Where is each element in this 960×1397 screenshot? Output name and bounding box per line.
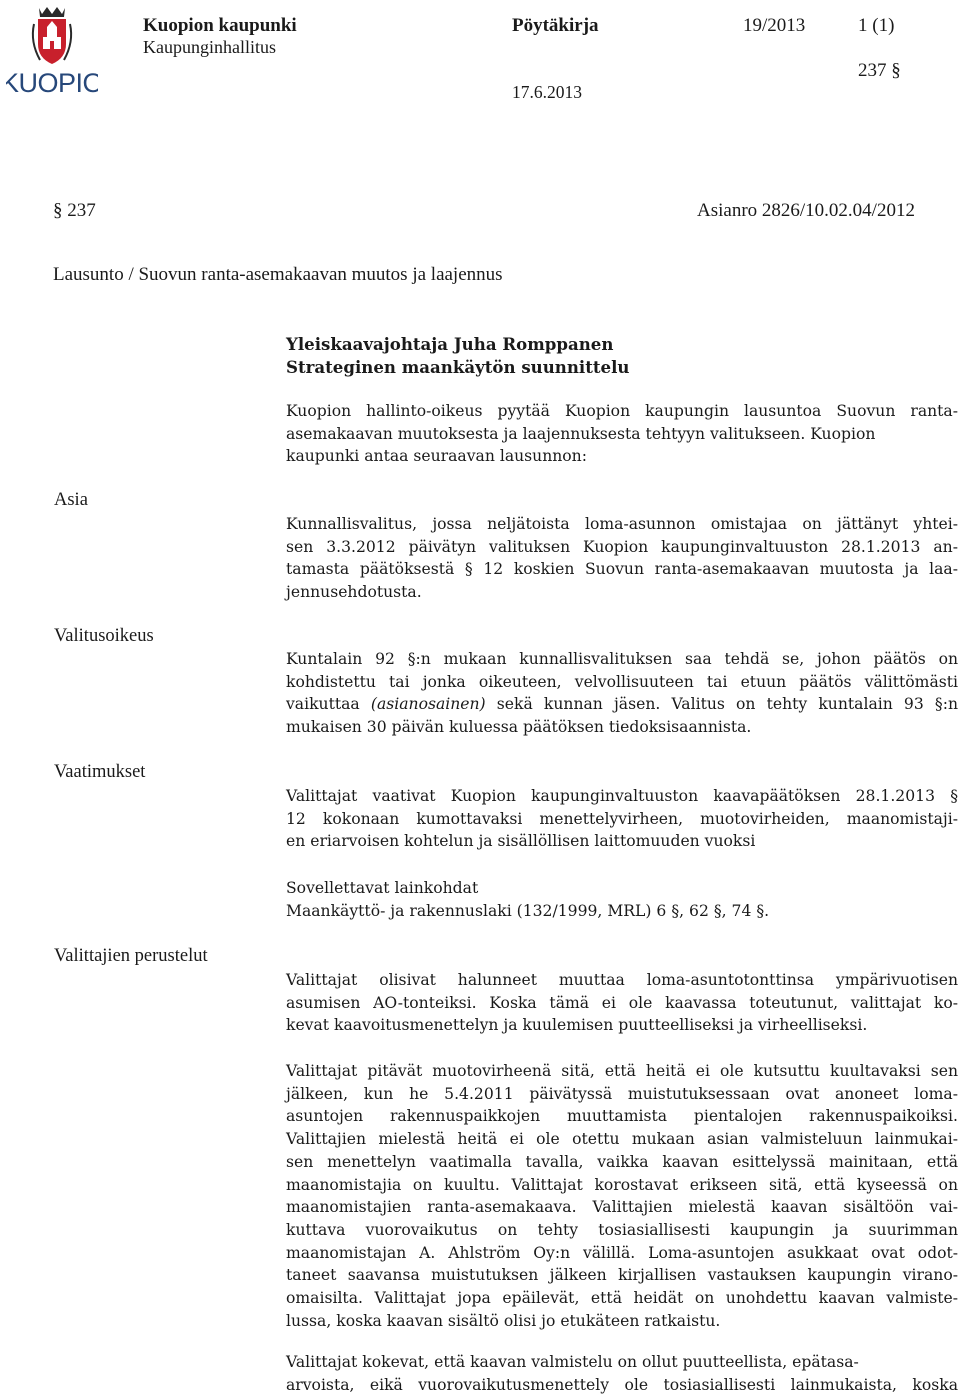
document-type: Pöytäkirja (512, 15, 599, 36)
perustelut-paragraph-1 (286, 969, 958, 1037)
text-line: omaisilta. Valittajat jopa epäilevät, että heidät on unohdettu kaavan valmiste- (286, 1289, 958, 1308)
label-valitusoikeus: Valitusoikeus (54, 626, 154, 646)
department: Kaupunginhallitus (143, 37, 276, 57)
text-line: mukaisen 30 päivän kuluessa päätöksen tiedoksisaannista. (286, 718, 752, 737)
text-line: kevat kaavoitusmenettelyn ja kuulemisen puutteelliseksi ja virheelliseksi. (286, 1016, 868, 1035)
org-name: Kuopion kaupunki (143, 15, 297, 36)
page-number: 1 (1) (858, 15, 895, 36)
label-asia: Asia (54, 490, 88, 510)
valitusoikeus-paragraph (286, 648, 958, 739)
text-line: Maankäyttö- ja rakennuslaki (132/1999, MRL) 6 §, 62 §, 74 §. (286, 901, 770, 920)
meeting-number: 19/2013 (743, 15, 806, 36)
text-line: jennusehdotusta. (286, 583, 422, 602)
text-line: maanomistajan A. Ahlström Oy:n välillä. Loma-asuntojen asukkaat ovat odot- (286, 1243, 958, 1262)
text-line: asemakaavan muutoksesta ja laajennuksesta tehtyyn valitukseen. Kuopion (286, 424, 876, 443)
asia-paragraph (286, 513, 958, 604)
text-line: Valittajat pitävät muotovirheenä sitä, että heitä ei ole kutsuttu kuultavaksi sen (286, 1062, 958, 1080)
text-line: vaikuttaa (asianosainen) sekä kunnan jäsen. Valitus on tehty kuntalain 93 §:n (286, 695, 958, 714)
logo-text: KUOPIO (6, 68, 98, 96)
text-line: kaupunki antaa seuraavan lausunnon: (286, 447, 587, 466)
text-line: 12 kokonaan kumottavaksi menettelyvirheen, muotovirheiden, maanomistaji- (286, 809, 958, 828)
recipient-unit: Strateginen maankäytön suunnittelu (286, 357, 630, 377)
text-line: Kuntalain 92 §:n mukaan kunnallisvalituksen saa tehdä se, johon päätös on (286, 650, 958, 668)
text-line: Valittajat kokevat, että kaavan valmistelu on ollut puutteellista, epätasa- (286, 1353, 859, 1371)
intro-paragraph (286, 400, 958, 468)
text-line: tamasta päätöksestä § 12 koskien Suovun ranta-asemakaavan muutosta ja laa- (286, 560, 958, 579)
text-line: Valittajien mielestä heitä ei ole otettu mukaan asian valmisteluun lainmukai- (286, 1130, 958, 1149)
text-line: maanomistajia on kuultu. Valittajat korostavat erikseen sitä, että kyseessä on (286, 1175, 958, 1194)
text-line: asuntojen rakennuspaikkojen muuttamista pientalojen rakennuspaikoiksi. (286, 1107, 958, 1126)
perustelut-paragraph-3 (286, 1351, 958, 1396)
text-line: lussa, koska kaavan sisältö olisi jo etukäteen ratkaistu. (286, 1311, 721, 1330)
kuopio-coat-of-arms-icon (6, 4, 98, 96)
text-line: asumisen AO-tonteiksi. Koska tämä ei ole kaavassa toteutunut, valittajat ko- (286, 993, 958, 1012)
text-line: sen 3.3.2012 päivätyn valituksen Kuopion kaupunginvaltuuston 28.1.2013 an- (286, 537, 958, 556)
perustelut-paragraph-2 (286, 1060, 958, 1332)
text-line: Kuopion hallinto-oikeus pyytää Kuopion kaupungin lausuntoa Suovun ranta- (286, 402, 958, 420)
section-title: Lausunto / Suovun ranta-asemakaavan muutos ja laajennus (53, 264, 503, 285)
label-valittajien-perustelut: Valittajien perustelut (54, 946, 208, 966)
kuopio-logo (6, 4, 98, 96)
text-line: kuttava vuorovaikutus on tehty tosiasiallisesti kaupungin ja suurimman (286, 1220, 958, 1239)
text-line: Kunnallisvalitus, jossa neljätoista loma-asunnon omistajaa on jättänyt yhtei- (286, 515, 958, 533)
section-reference: 237 § (858, 60, 901, 81)
text-line: sen menettelyn vaatimalla tavalla, vaikka kaavan esittelyssä mainitaan, että (286, 1152, 958, 1171)
lainkohdat-paragraph (286, 877, 958, 922)
vaatimukset-paragraph (286, 785, 958, 853)
italic-term: (asianosainen) (370, 695, 486, 714)
text-line: arvoista, eikä vuorovaikutusmenettely ole tosiasiallisesti lainmukaista, koska (286, 1375, 958, 1394)
meeting-date: 17.6.2013 (512, 82, 582, 102)
text-line: Valittajat vaativat Kuopion kaupunginvaltuuston kaavapäätöksen 28.1.2013 § (286, 787, 958, 805)
label-vaatimukset: Vaatimukset (54, 762, 146, 782)
recipient-name: Yleiskaavajohtaja Juha Romppanen (286, 334, 614, 354)
text-line: Valittajat olisivat halunneet muuttaa loma-asuntotonttinsa ympärivuotisen (286, 971, 958, 989)
text-line: taneet saavansa muistutuksen jälkeen kirjallisen vastauksen kaupungin virano- (286, 1266, 958, 1285)
text-line: en eriarvoisen kohtelun ja sisällöllisen laittomuuden vuoksi (286, 832, 756, 851)
text-line: Sovellettavat lainkohdat (286, 879, 479, 897)
case-number: Asianro 2826/10.02.04/2012 (697, 200, 915, 221)
text-line: jälkeen, kun he 5.4.2011 päivätyssä muistutuksessaan ovat anoneet loma- (286, 1084, 958, 1103)
section-number: § 237 (53, 200, 96, 221)
text-line: kohdistettu tai jonka oikeuteen, velvollisuuteen tai etuun päätös välittömästi (286, 672, 958, 691)
text-line: maanomistajien ranta-asemakaava. Valittajien mielestä kaavan sisältöön vai- (286, 1198, 958, 1217)
